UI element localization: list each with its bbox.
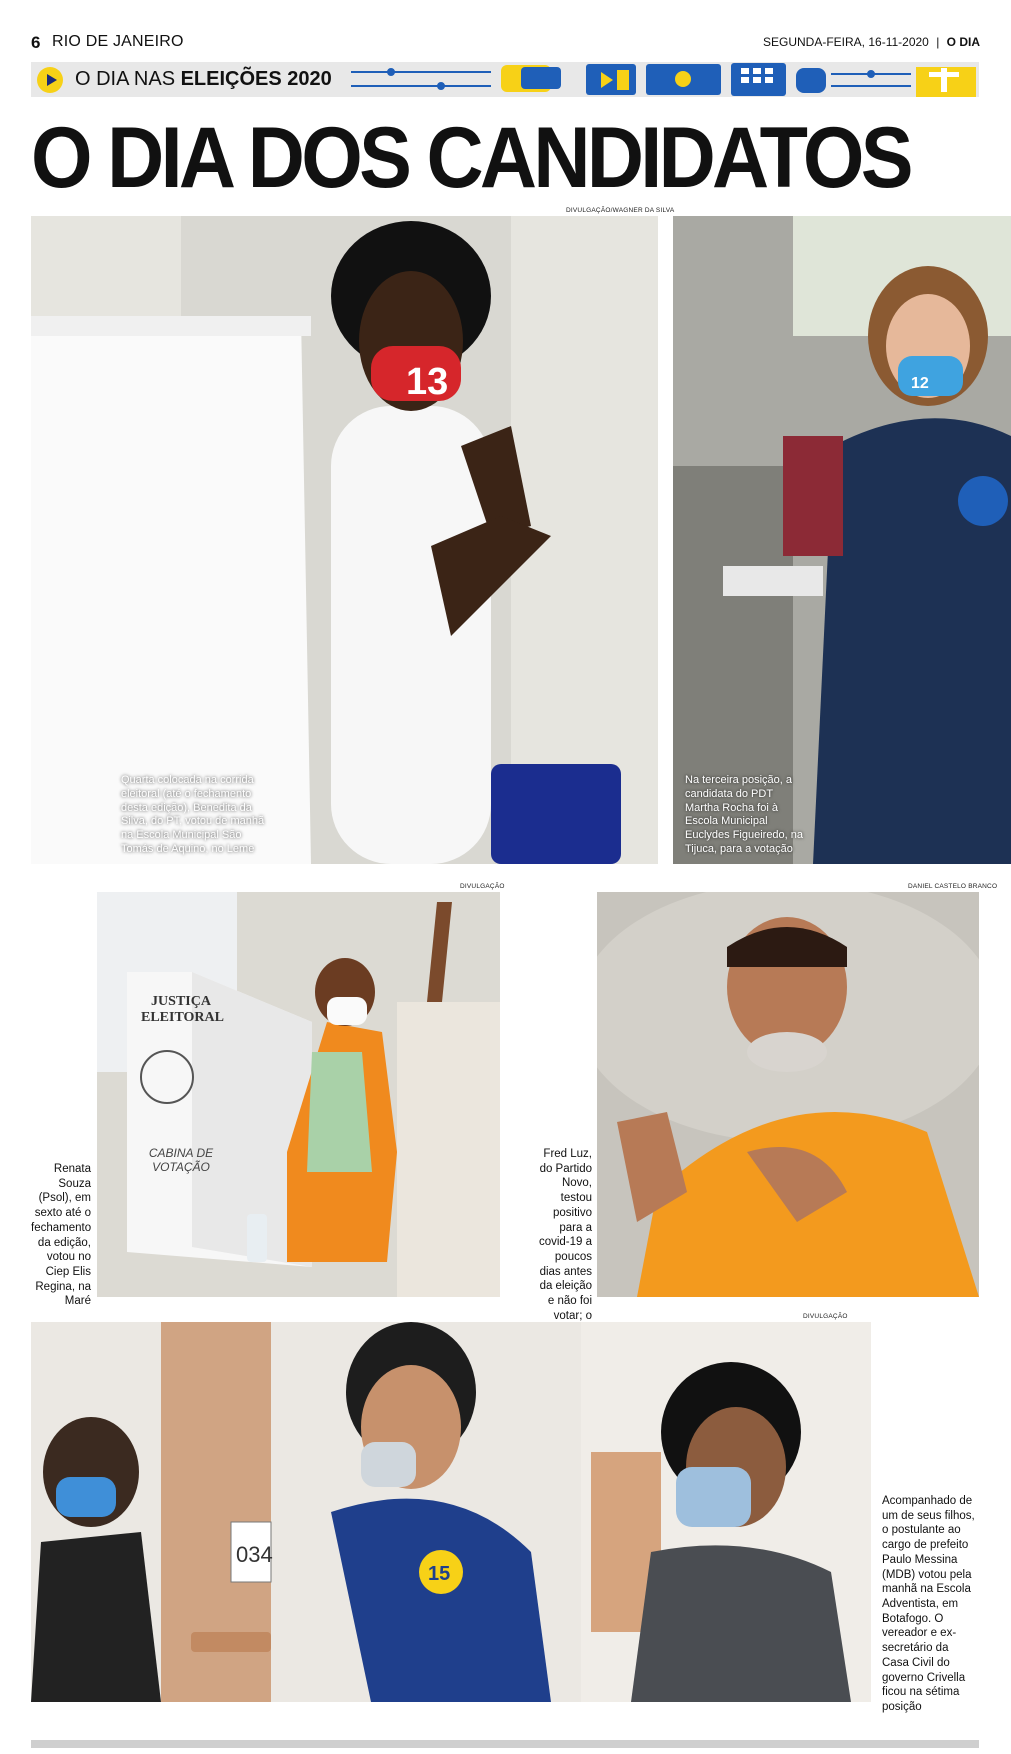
booth-title: JUSTIÇA ELEITORAL [141,994,224,1026]
dateline [763,35,980,49]
photo-renata [97,892,500,1297]
photo-fred [597,892,979,1297]
caption-paulo: Acompanhado de um de seus filhos, o postulante ao cargo de prefeito Paulo Messina (MDB) votou pela manhã na Escola Adventista, em Botafogo. O vereador e ex-secretário da Casa Civil do governo Crivella ficou na sétima posição [882,1495,975,1714]
benedita-illustration [31,216,658,864]
banner-title-bold: ELEIÇÕES 2020 [180,68,332,90]
brand-name: O DIA [946,35,980,49]
caption-renata: Renata Souza (Psol), em sexto até o fechamento da edição, votou no Ciep Elis Regina, na Maré [31,1163,92,1308]
banner-title [75,68,332,91]
mask-number-12: 12 [911,375,929,392]
page-number: 6 [31,33,41,52]
photo-credit-paulo: DIVULGAÇÃO [803,1313,848,1320]
caption-fred: Fred Luz, do Partido Novo, testou positivo para a covid-19 a poucos dias antes da eleição e não foi votar; o [538,1148,592,1322]
badge-number-15: 15 [428,1563,451,1585]
paulo-illustration [31,1322,871,1702]
mask-number-13: 13 [406,361,449,403]
photo-martha [673,216,1011,864]
play-icon [37,67,63,93]
photo-credit-renata: DIVULGAÇÃO [460,883,505,890]
monitor-icon [646,64,721,95]
play-screen-icon [586,64,636,95]
photo-credit-benedita: DIVULGAÇÃO/WAGNER DA SILVA [566,207,675,214]
issue-date: SEGUNDA-FEIRA, 16-11-2020 [763,35,929,49]
voting-hand-icon [796,68,826,93]
chat-bubble-icon [501,65,561,92]
christ-redeemer-icon [916,67,976,97]
martha-illustration [673,216,1011,864]
elections-banner [31,62,979,97]
fred-illustration [597,892,979,1297]
photo-paulo [31,1322,871,1702]
photo-benedita [31,216,658,864]
election-icons-strip [351,62,979,97]
footer-bar [31,1740,979,1748]
section-title: RIO DE JANEIRO [52,33,184,50]
caption-benedita: Quarta colocada na corrida eleitoral (até o fechamento desta edição), Benedita da Silva, do PT, votou de manhã na Escola Municipal São Tomás de Aquino, no Leme [121,774,265,855]
renata-illustration [97,892,500,1297]
ballot-machine-icon [731,63,786,96]
dateline-separator: | [936,35,940,49]
page-headline: O DIA DOS CANDIDATOS [31,110,910,206]
banner-title-prefix: O DIA NAS [75,68,176,90]
door-sign-text: 034 [236,1542,273,1567]
caption-martha: Na terceira posição, a candidata do PDT Martha Rocha foi à Escola Municipal Euclydes Figueiredo, na Tijuca, para a votação [685,774,804,855]
booth-subtitle: CABINA DE VOTAÇÃO [148,1146,214,1174]
photo-credit-fred: DANIEL CASTELO BRANCO [908,883,998,890]
